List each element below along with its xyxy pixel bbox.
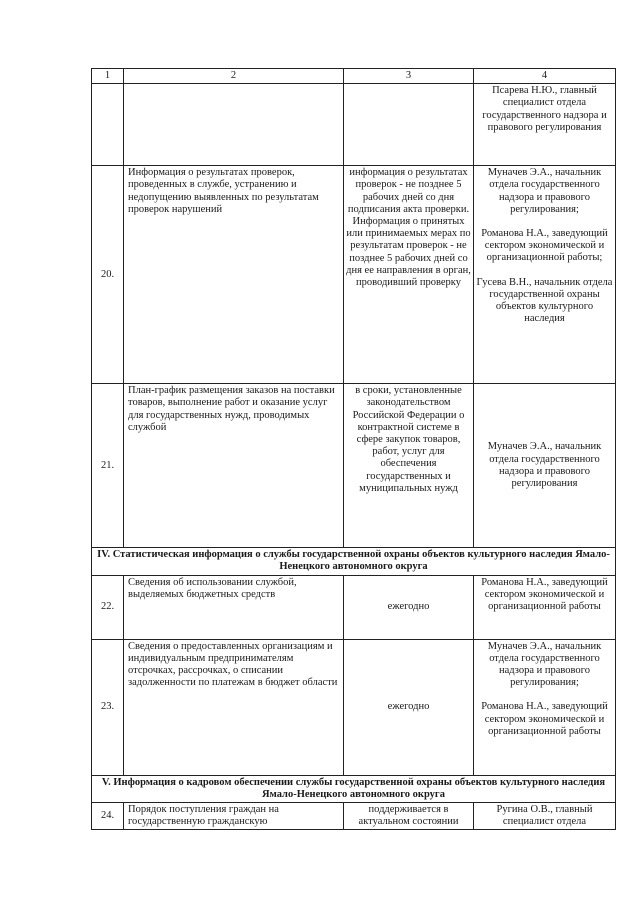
responsible-entry: Мунaчев Э.А., начальник отдела государственного надзора и правового регулирования; [487, 640, 602, 689]
responsible-entry: Романова Н.А., заведующий сектором экономической и организационной работы [481, 701, 608, 737]
table-row-continuation [92, 84, 616, 166]
section-heading-row [92, 775, 616, 802]
row-responsible [474, 639, 616, 775]
header-col-2: 2 [124, 69, 344, 84]
row-term: ежегодно [344, 575, 474, 639]
table-row-24 [92, 803, 616, 830]
row-term: ежегодно [344, 639, 474, 775]
section-heading: V. Информация о кадровом обеспечении службы государственной охраны объектов культурного наследия Ямало-Ненецкого автономного округа [92, 775, 616, 802]
row-info: Сведения об использовании службой, выделяемых бюджетных средств [124, 575, 344, 639]
row-info: Порядок поступления граждан на государственную гражданскую [124, 803, 344, 830]
table-row-20 [92, 166, 616, 384]
plan-table [91, 68, 616, 830]
row-term: информация о результатах проверок - не позднее 5 рабочих дней со дня подписания акта проверки. Информация о принятых или принимаемых мерах по результатам проверок - не позднее 5 рабочих дней со дня ее направления в орган, проводивший проверку [344, 166, 474, 384]
header-col-4: 4 [474, 69, 616, 84]
responsible-entry: Мунaчев Э.А., начальник отдела государственного надзора и правового регулирования [487, 441, 602, 489]
row-number: 20. [92, 166, 124, 384]
row-info: План-график размещения заказов на поставки товаров, выполнение работ и оказание услуг для государственных нужд, проводимых службой [124, 384, 344, 548]
responsible-entry: Мунaчев Э.А., начальник отдела государственного надзора и правового регулирования; [487, 167, 602, 215]
responsible-entry: Гусева В.Н., начальник отдела государственной охраны объектов культурного наследия [476, 276, 613, 325]
row-number [92, 84, 124, 166]
section-heading: IV. Статистическая информация о службы государственной охраны объектов культурного наследия Ямало-Ненецкого автономного округа [92, 548, 616, 575]
row-info: Сведения о предоставленных организациям и индивидуальным предпринимателям отсрочках, рассрочках, о списании задолженности по платежам в бюджет области [124, 639, 344, 775]
header-col-3: 3 [344, 69, 474, 84]
section-heading-row [92, 548, 616, 575]
row-responsible [474, 84, 616, 166]
table-row-22 [92, 575, 616, 639]
row-number: 24. [92, 803, 124, 830]
row-responsible [474, 166, 616, 384]
responsible-entry: Романова Н.А., заведующий сектором экономической и организационной работы [481, 576, 608, 613]
responsible-entry: Псарева Н.Ю., главный специалист отдела государственного надзора и правового регулирования [482, 85, 607, 133]
row-responsible [474, 384, 616, 548]
table-row-21 [92, 384, 616, 548]
row-responsible [474, 803, 616, 830]
row-responsible [474, 575, 616, 639]
row-number: 21. [92, 384, 124, 548]
row-number: 23. [92, 639, 124, 775]
row-number: 22. [92, 575, 124, 639]
responsible-entry: Романова Н.А., заведующий сектором экономической и организационной работы; [481, 228, 608, 264]
row-info: Информация о результатах проверок, проведенных в службе, устранению и недопущению выявленных по результатам проверок нарушений [124, 166, 344, 384]
responsible-entry: Ругина О.В., главный специалист отдела [496, 804, 593, 828]
row-info [124, 84, 344, 166]
table-row-23 [92, 639, 616, 775]
row-term: в сроки, установленные законодательством Российской Федерации о контрактной системе в сфере закупок товаров, работ, услуг для обеспечения государственных и муниципальных нужд [344, 384, 474, 548]
table-header-row [92, 69, 616, 84]
row-term [344, 84, 474, 166]
row-term: поддерживается в актуальном состоянии [344, 803, 474, 830]
header-col-1: 1 [92, 69, 124, 84]
